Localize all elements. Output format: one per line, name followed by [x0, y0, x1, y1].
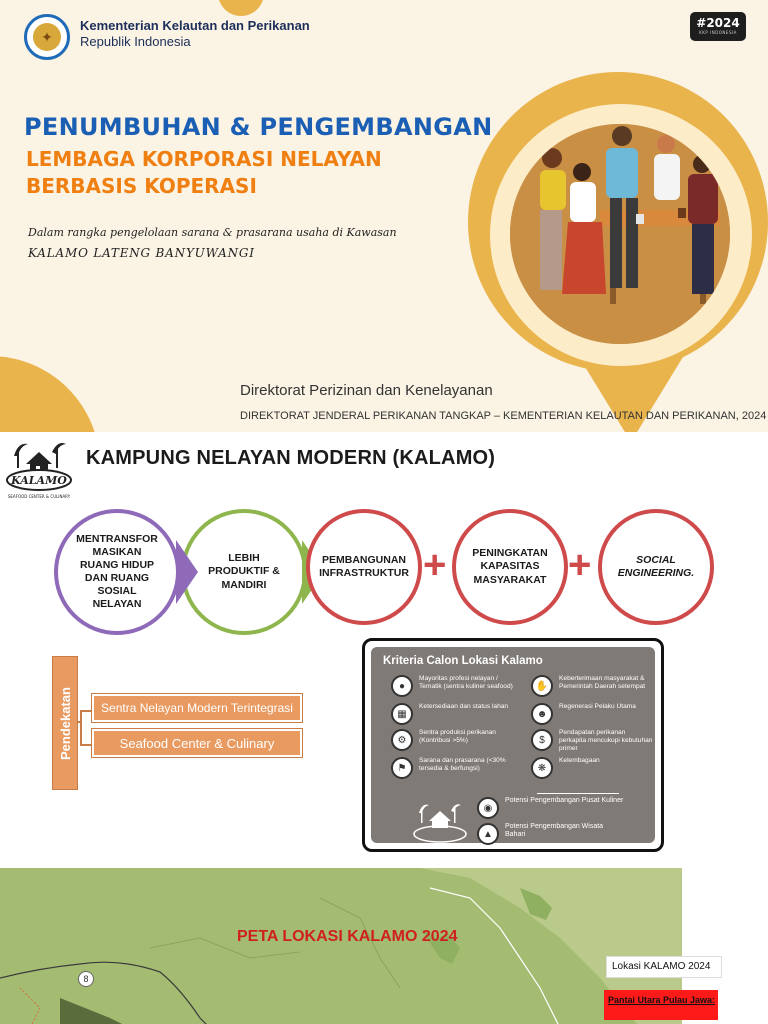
criteria-item-text: Sentra produksi perikanan (Kontribusi >5%): [419, 729, 496, 744]
subtitle-line-1: Dalam rangka pengelolaan sarana & prasarana usaha di Kawasan: [28, 226, 397, 239]
people-icon: ☻: [531, 703, 553, 725]
flow-step-1-label: MENTRANSFOR MASIKAN RUANG HIDUP DAN RUANG SOSIAL NELAYAN: [76, 532, 158, 611]
title-line-2: LEMBAGA KORPORASI NELAYAN: [26, 147, 382, 171]
kalamo-logo: [4, 436, 74, 500]
cover-slide: [0, 0, 768, 432]
criteria-item-text: Potensi Pengembangan Wisata Bahari: [505, 823, 604, 839]
criteria-item-text: Potensi Pengembangan Pusat Kuliner: [505, 797, 624, 804]
flow-step-3: [306, 509, 422, 625]
handshake-icon: ✋: [531, 675, 553, 697]
garuda-emblem-icon: ✦: [33, 23, 61, 51]
organization-icon: ❋: [531, 757, 553, 779]
flow-step-3-label: PEMBANGUNAN INFRASTRUKTUR: [319, 553, 409, 579]
fisherman-icon: ●: [391, 675, 413, 697]
pendekatan-label-box: [52, 656, 78, 790]
culinary-icon: ◉: [477, 797, 499, 819]
criteria-item: [391, 675, 513, 697]
year-badge-sub: KKP INDONESIA: [699, 30, 737, 35]
title-line-1: PENUMBUHAN & PENGEMBANGAN: [24, 113, 493, 141]
pendekatan-option-2: Seafood Center & Culinary: [92, 729, 302, 757]
flow-step-1: [54, 509, 180, 635]
flow-step-4-label: PENINGKATAN KAPASITAS MASYARAKAT: [472, 547, 548, 586]
criteria-item: [477, 823, 625, 845]
country-name: Republik Indonesia: [80, 34, 191, 49]
criteria-panel: [362, 638, 664, 852]
slide-heading: KAMPUNG NELAYAN MODERN (KALAMO): [86, 447, 496, 469]
kalamo-logo-caption: SEAFOOD CENTER & CULINARY: [7, 494, 71, 499]
directorate-general: DIREKTORAT JENDERAL PERIKANAN TANGKAP – KEMENTERIAN KELAUTAN DAN PERIKANAN, 2024: [240, 410, 767, 422]
kalamo-concept-slide: [0, 432, 768, 864]
teamwork-illustration: [510, 124, 730, 344]
pendekatan-bracket: [80, 710, 92, 746]
criteria-item: [391, 703, 513, 725]
ministry-name: Kementerian Kelautan dan Perikanan: [80, 18, 310, 33]
decorative-dot: [218, 0, 264, 16]
kkp-logo: [24, 14, 70, 60]
map-legend-item: Pantai Utara Pulau Jawa:: [604, 990, 718, 1020]
money-icon: $: [531, 729, 553, 751]
criteria-item-text: Pendapatan perikanan perkapita mencukupi kebutuhan primer: [559, 729, 653, 752]
criteria-item: [531, 675, 653, 697]
criteria-item-text: Kelembagaan: [559, 757, 600, 764]
decorative-arc: [0, 356, 100, 432]
year-badge: [690, 12, 746, 41]
criteria-item: [531, 703, 653, 725]
ministry-header: [80, 18, 310, 49]
map-legend-title: Lokasi KALAMO 2024: [606, 956, 722, 978]
criteria-item: [531, 757, 653, 779]
criteria-item-text: Ketersediaan dan status lahan: [419, 703, 509, 710]
kalamo-logo-text: KALAMO: [11, 474, 67, 487]
flow-step-2-label: LEBIH PRODUKTIF & MANDIRI: [208, 552, 280, 591]
flow-step-2: [181, 509, 307, 635]
map-slide: [0, 864, 768, 1024]
pendekatan-option-1: Sentra Nelayan Modern Terintegrasi: [92, 694, 302, 722]
map-title: PETA LOKASI KALAMO 2024: [237, 928, 458, 945]
directorate-name: Direktorat Perizinan dan Kenelayanan: [240, 382, 493, 399]
criteria-item-text: Keberterimaan masyarakat & Pemerintah Daerah setempat: [559, 675, 646, 690]
pendekatan-label: Pendekatan: [57, 686, 73, 760]
criteria-item: [531, 729, 653, 753]
criteria-item-text: Sarana dan prasarana (<30% tersedia & berfungsi): [419, 757, 506, 772]
kalamo-mini-logo: [411, 799, 469, 847]
criteria-item: [391, 757, 513, 779]
tourism-icon: ▲: [477, 823, 499, 845]
plus-icon: +: [423, 543, 447, 587]
pendekatan-bracket-connector: [78, 721, 82, 723]
subtitle-line-2: KALAMO LATENG BANYUWANGI: [28, 246, 255, 260]
criteria-divider: [537, 793, 619, 794]
title-line-3: BERBASIS KOPERASI: [26, 174, 257, 198]
production-icon: ⚙: [391, 729, 413, 751]
flow-step-4: [452, 509, 568, 625]
criteria-title: Kriteria Calon Lokasi Kalamo: [383, 655, 543, 667]
flow-step-5-label: SOCIAL ENGINEERING.: [617, 553, 695, 579]
criteria-item-text: Mayoritas profesi nelayan / Tematik (sentra kuliner seafood): [419, 675, 513, 690]
year-badge-label: #2024: [696, 16, 740, 30]
criteria-item: [391, 729, 513, 751]
criteria-item-text: Regenerasi Pelaku Utama: [559, 703, 636, 710]
criteria-item: [477, 797, 625, 819]
location-map: [0, 868, 682, 1024]
route-number-badge: 8: [78, 971, 94, 987]
land-icon: ▦: [391, 703, 413, 725]
criteria-panel-body: [371, 647, 655, 843]
plus-icon: +: [568, 543, 592, 587]
flow-step-5: [598, 509, 714, 625]
facility-icon: ⚑: [391, 757, 413, 779]
